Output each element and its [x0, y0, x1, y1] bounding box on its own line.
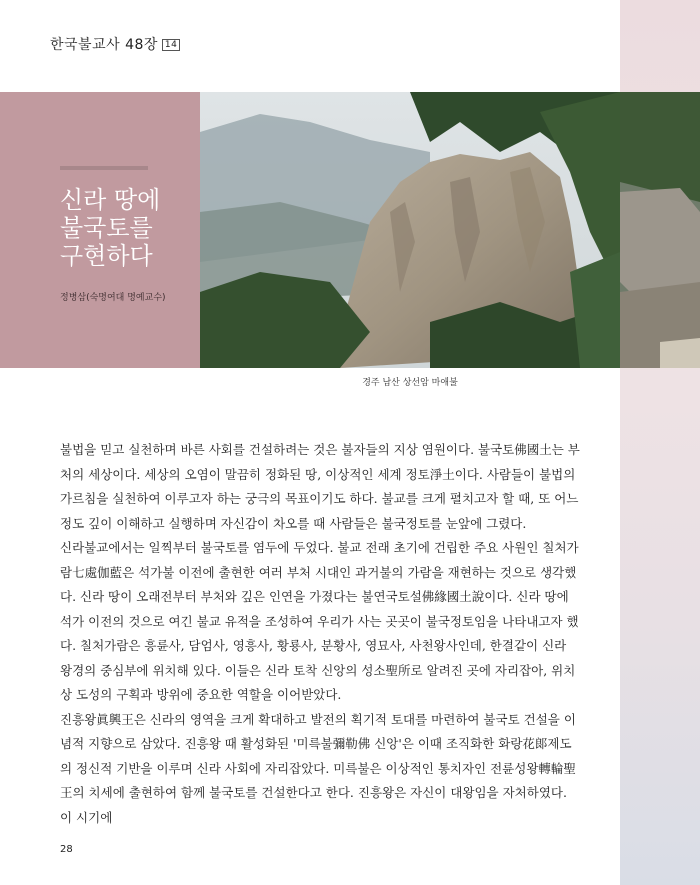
- paragraph: 신라불교에서는 일찍부터 불국토를 염두에 두었다. 불교 전래 초기에 건립한 주요 사원인 칠처가람七處伽藍은 석가불 이전에 출현한 여러 부처 시대인 과거불의 가람을 재현하는 것으로 생각했다. 신라 땅이 오래전부터 부처와 깊은 인연을 가졌다는 불연국토설佛緣國土說이다. 신라 땅에 석가 이전의 것으로 여긴 불교 유적을 조성하여 우리가 사는 곳곳이 불국정토임을 나타내고자 했다. 칠처가람은 흥륜사, 담엄사, 영흥사, 황룡사, 분황사, 영묘사, 사천왕사인데, 한결같이 신라 왕경의 중심부에 위치해 있다. 이들은 신라 토착 신앙의 성소聖所로 알려진 곳에 자리잡아, 위치상 도성의 구획과 방위에 중요한 역할을 이어받았다.: [60, 540, 579, 702]
- article-photo-right: [620, 92, 700, 368]
- page-number: 28: [60, 844, 73, 855]
- part-number-box: 14: [162, 39, 180, 51]
- rock-cliff-photo: [200, 92, 620, 368]
- article-title: 신라 땅에 불국토를 구현하다: [60, 186, 161, 270]
- paragraph: 불법을 믿고 실천하며 바른 사회를 건설하려는 것은 불자들의 지상 염원이다. 불국토佛國土는 부처의 세상이다. 세상의 오염이 말끔히 정화된 땅, 이상적인 세계 정토淨土이다. 사람들이 불법의 가르침을 실천하여 이루고자 하는 궁극의 목표이기도 하다. 불교를 크게 펼치고자 할 때, 또 어느 정도 깊이 이해하고 실행하며 자신감이 차오를 때 사람들은 불국정토를 눈앞에 그렸다.: [60, 442, 580, 531]
- author-byline: 정병삼(숙명여대 명예교수): [60, 293, 166, 303]
- running-header: [50, 34, 180, 54]
- photo-caption: 경주 남산 상선암 마애불: [362, 378, 458, 388]
- paragraph: 진흥왕眞興王은 신라의 영역을 크게 확대하고 발전의 획기적 토대를 마련하여 불국토 건설을 이념적 지향으로 삼았다. 진흥왕 때 활성화된 '미륵불彌勒佛 신앙'은 이때 조직화한 화랑花郞제도의 정신적 기반을 이루며 신라 사회에 자리잡았다. 미륵불은 이상적인 통치자인 전륜성왕轉輪聖王의 치세에 출현하여 함께 불국토를 건설한다고 한다. 진흥왕은 자신이 대왕임을 자처하였다. 이 시기에: [60, 711, 576, 825]
- magazine-title: 한국불교사 48장: [50, 37, 158, 53]
- article-photo: [200, 92, 620, 368]
- title-rule: [60, 166, 148, 170]
- rock-photo-extension: [620, 92, 700, 368]
- article-body: [60, 438, 580, 830]
